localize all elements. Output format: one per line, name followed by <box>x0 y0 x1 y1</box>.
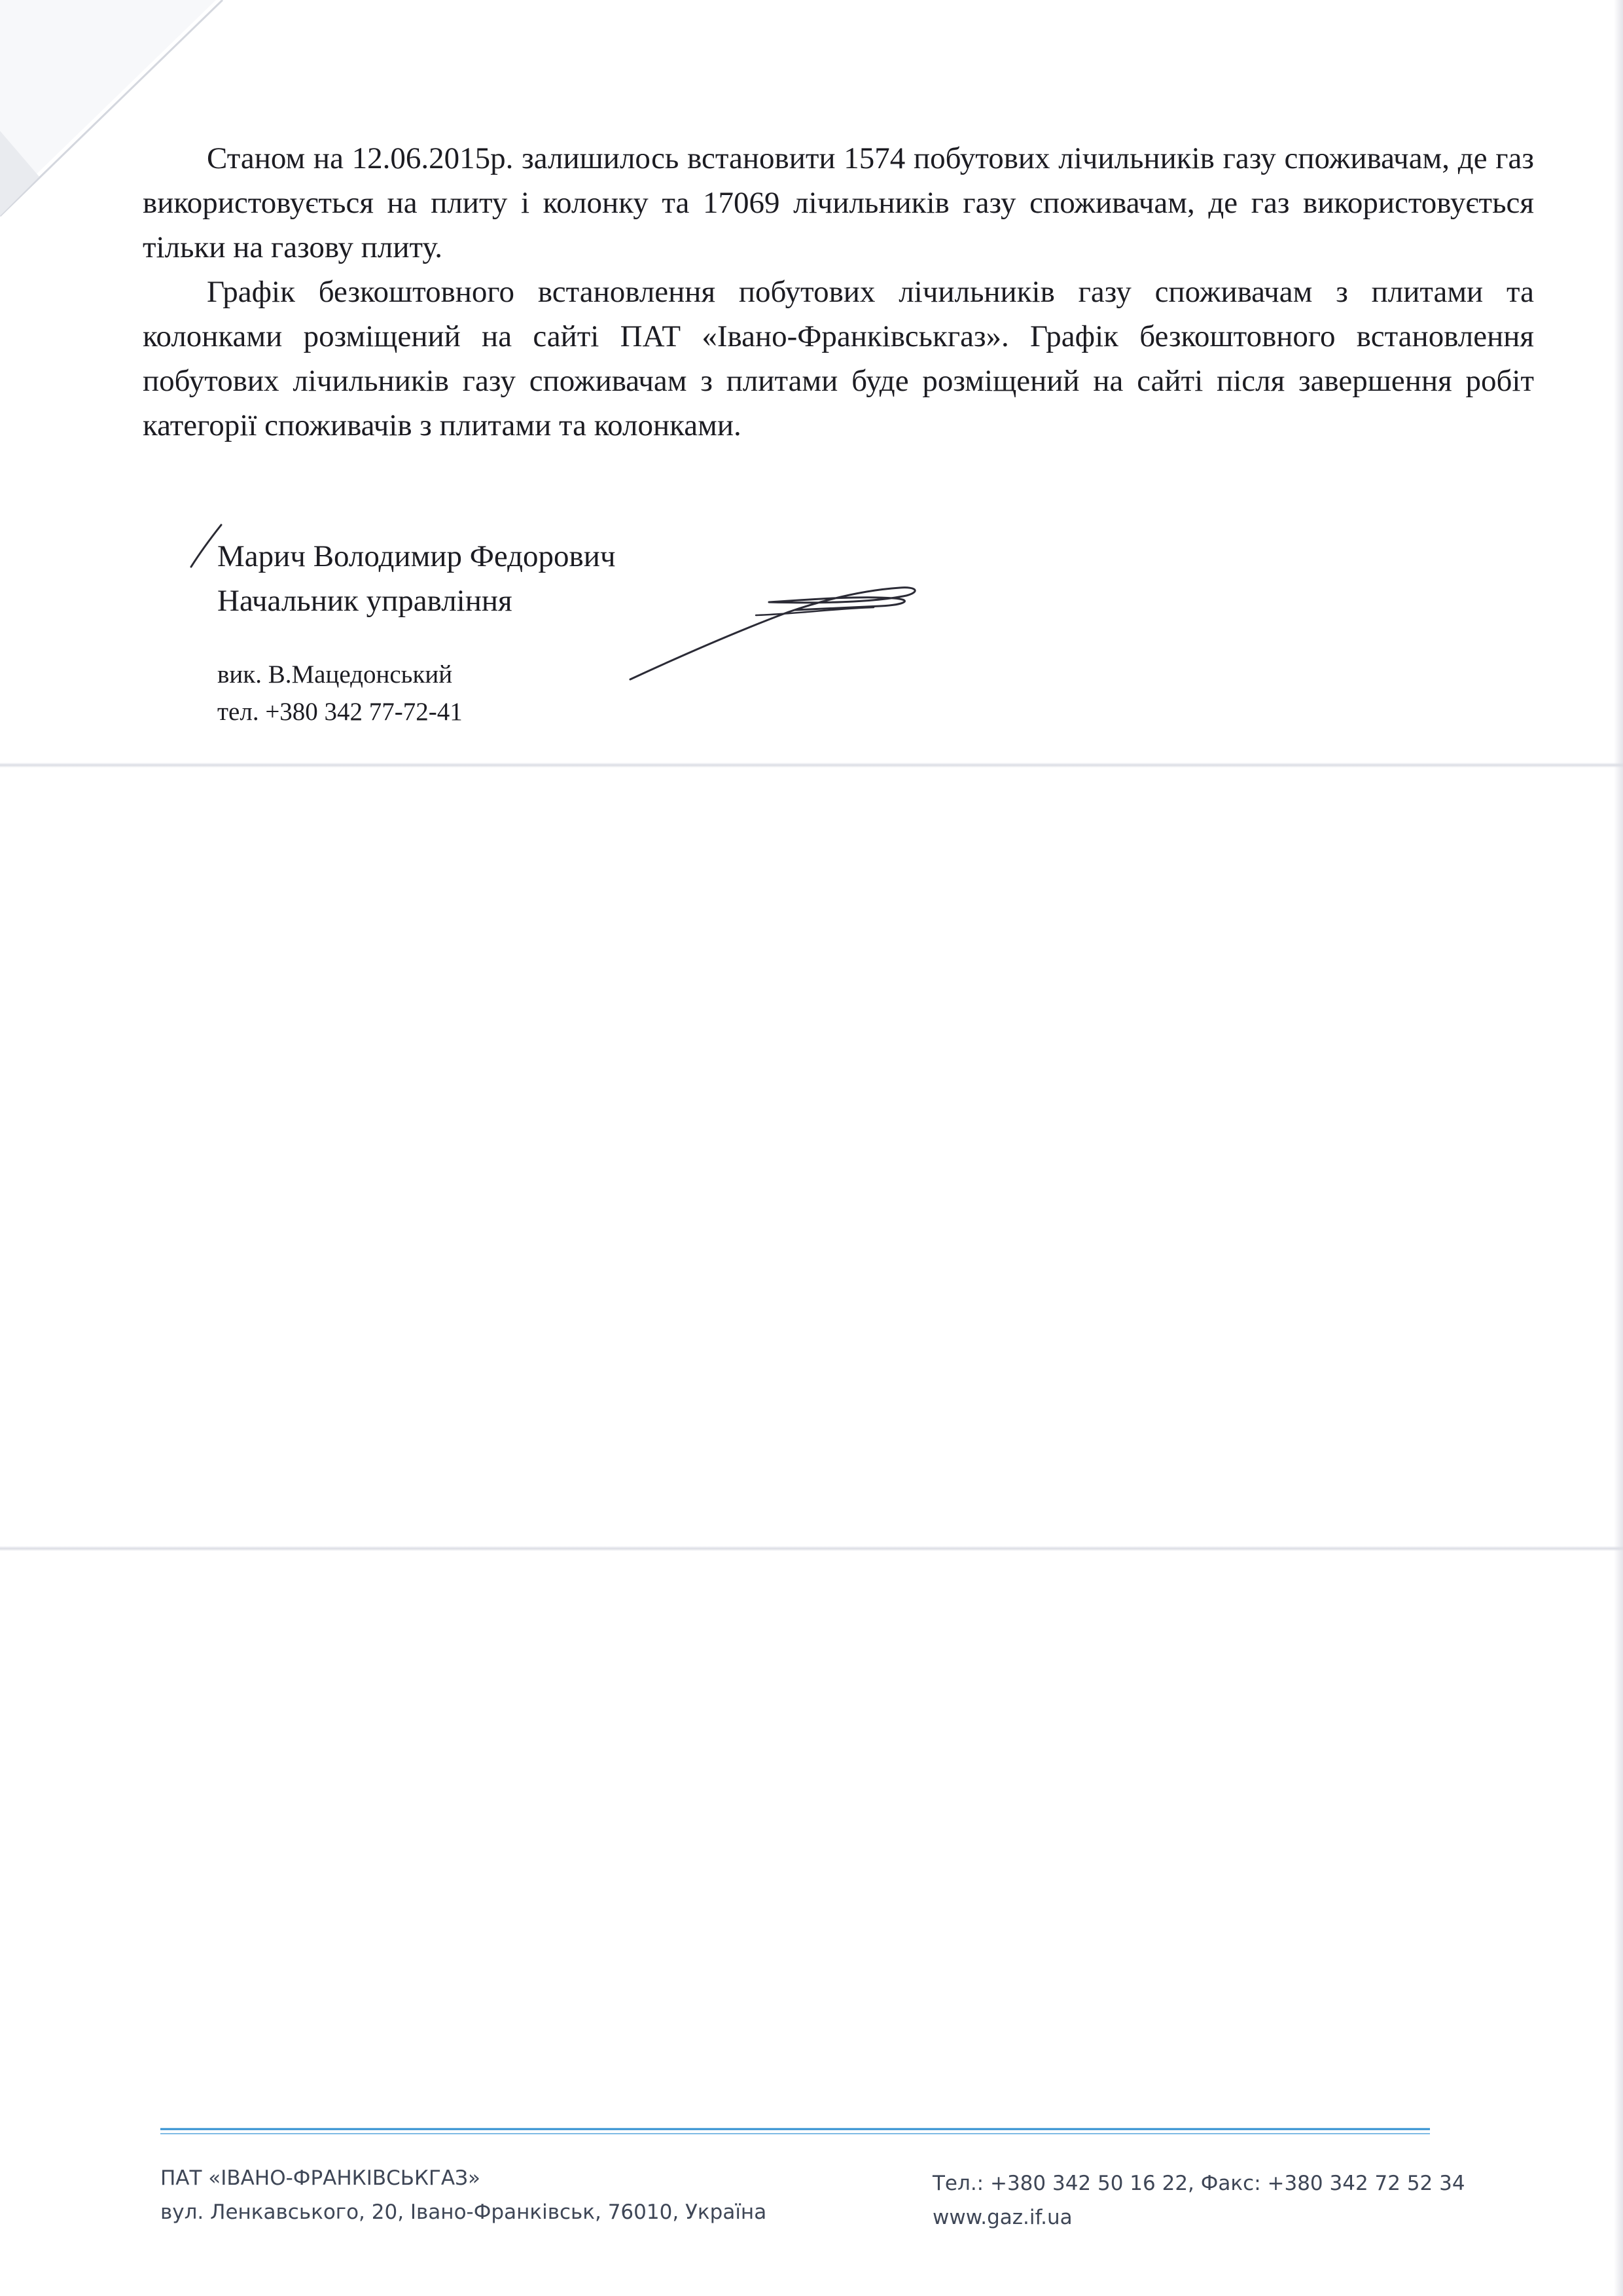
footer-company-name: ПАТ «ІВАНО-ФРАНКІВСЬКГАЗ» <box>160 2166 480 2190</box>
footer-phone-fax: Тел.: +380 342 50 16 22, Факс: +380 342 72 52 34 <box>933 2172 1465 2195</box>
executor-phone: тел. +380 342 77-72-41 <box>217 698 463 726</box>
footer-website-link[interactable]: www.gaz.if.ua <box>933 2206 1073 2229</box>
footer-address: вул. Ленкавського, 20, Івано-Франківськ, 76010, Україна <box>160 2200 767 2224</box>
executor-block <box>217 656 463 730</box>
paper-fold-line <box>0 1546 1623 1551</box>
paragraph: Станом на 12.06.2015р. залишилось встановити 1574 побутових лічильників газу споживачам, де газ використовується на плиту і колонку та 17069 лічильників газу споживачам, де газ використовується тільки на газову плиту. <box>143 141 1534 264</box>
footer-divider <box>160 2127 1430 2136</box>
letter-body <box>143 136 1534 448</box>
signer-block <box>217 534 616 623</box>
paper-fold-line <box>0 762 1623 768</box>
footer-company-info <box>160 2161 766 2229</box>
paragraph: Графік безкоштовного встановлення побутових лічильників газу споживачам з плитами та колонками розміщений на сайті ПАТ «Івано-Франківськгаз». Графік безкоштовного встановлення побутових лічильників газу споживачам з плитами буде розміщений на сайті після завершення робіт категорії споживачів з плитами та колонками. <box>143 275 1534 442</box>
signer-position: Начальник управління <box>217 584 512 618</box>
paper-edge-shadow <box>1614 0 1623 2296</box>
footer-contacts <box>933 2166 1465 2234</box>
handwritten-signature <box>625 576 939 687</box>
signer-name: Марич Володимир Федорович <box>217 539 616 573</box>
executor-name: вик. В.Мацедонський <box>217 660 453 689</box>
